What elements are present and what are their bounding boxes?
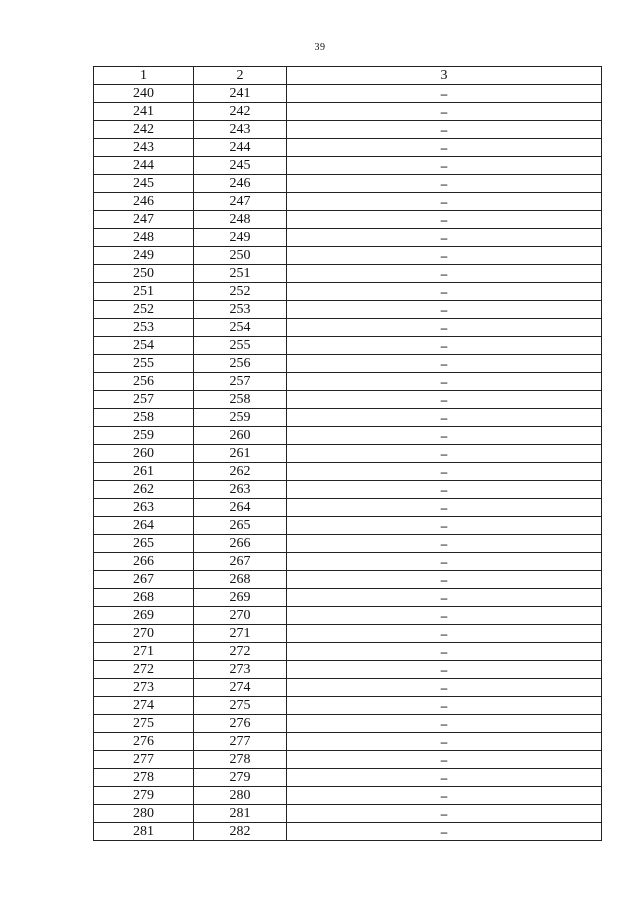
table-cell-col-3: – (287, 139, 602, 157)
column-header-3: 3 (287, 67, 602, 85)
table-header-row (94, 67, 602, 85)
table-row (94, 229, 602, 247)
table-cell-col-1: 255 (94, 355, 194, 373)
table-cell-col-2: 280 (194, 787, 287, 805)
table-row (94, 553, 602, 571)
table-cell-col-1: 262 (94, 481, 194, 499)
table-cell-col-1: 278 (94, 769, 194, 787)
table-cell-col-3: – (287, 535, 602, 553)
column-header-1: 1 (94, 67, 194, 85)
table-cell-col-3: – (287, 445, 602, 463)
table-cell-col-2: 279 (194, 769, 287, 787)
table-cell-col-2: 275 (194, 697, 287, 715)
table-row (94, 373, 602, 391)
table-cell-col-3: – (287, 697, 602, 715)
table-cell-col-3: – (287, 265, 602, 283)
table-row (94, 337, 602, 355)
table-cell-col-2: 274 (194, 679, 287, 697)
table-body (94, 85, 602, 841)
table-cell-col-3: – (287, 229, 602, 247)
table-cell-col-3: – (287, 643, 602, 661)
table-cell-col-1: 256 (94, 373, 194, 391)
table-row (94, 247, 602, 265)
table-cell-col-1: 271 (94, 643, 194, 661)
table-cell-col-3: – (287, 733, 602, 751)
table-cell-col-1: 253 (94, 319, 194, 337)
table-cell-col-1: 266 (94, 553, 194, 571)
data-table (93, 66, 602, 841)
table-row (94, 751, 602, 769)
table-cell-col-1: 274 (94, 697, 194, 715)
table-cell-col-2: 267 (194, 553, 287, 571)
table-cell-col-2: 259 (194, 409, 287, 427)
table-cell-col-2: 257 (194, 373, 287, 391)
table-cell-col-1: 265 (94, 535, 194, 553)
table-cell-col-1: 252 (94, 301, 194, 319)
table-row (94, 589, 602, 607)
table-row (94, 301, 602, 319)
table-cell-col-2: 270 (194, 607, 287, 625)
table-row (94, 535, 602, 553)
table-cell-col-2: 242 (194, 103, 287, 121)
table-cell-col-3: – (287, 499, 602, 517)
table-cell-col-1: 254 (94, 337, 194, 355)
table-cell-col-2: 271 (194, 625, 287, 643)
table-row (94, 715, 602, 733)
table-cell-col-1: 273 (94, 679, 194, 697)
table-row (94, 427, 602, 445)
table-cell-col-1: 241 (94, 103, 194, 121)
table-cell-col-2: 246 (194, 175, 287, 193)
table-cell-col-3: – (287, 769, 602, 787)
table-cell-col-1: 264 (94, 517, 194, 535)
table-row (94, 265, 602, 283)
table-row (94, 481, 602, 499)
table-cell-col-3: – (287, 751, 602, 769)
table-cell-col-3: – (287, 679, 602, 697)
table-cell-col-2: 277 (194, 733, 287, 751)
table-cell-col-3: – (287, 553, 602, 571)
table-cell-col-2: 253 (194, 301, 287, 319)
table-cell-col-2: 251 (194, 265, 287, 283)
table-cell-col-1: 245 (94, 175, 194, 193)
table-row (94, 679, 602, 697)
table-row (94, 607, 602, 625)
table-cell-col-3: – (287, 301, 602, 319)
table-cell-col-1: 281 (94, 823, 194, 841)
table-cell-col-2: 249 (194, 229, 287, 247)
column-header-2: 2 (194, 67, 287, 85)
table-cell-col-1: 279 (94, 787, 194, 805)
table-row (94, 643, 602, 661)
table-cell-col-3: – (287, 247, 602, 265)
table-row (94, 661, 602, 679)
table-cell-col-3: – (287, 589, 602, 607)
table-row (94, 697, 602, 715)
table-cell-col-2: 272 (194, 643, 287, 661)
table-cell-col-2: 250 (194, 247, 287, 265)
table-cell-col-3: – (287, 823, 602, 841)
table-cell-col-2: 261 (194, 445, 287, 463)
table-cell-col-2: 263 (194, 481, 287, 499)
table-cell-col-1: 275 (94, 715, 194, 733)
table-cell-col-3: – (287, 103, 602, 121)
table-cell-col-1: 268 (94, 589, 194, 607)
table-cell-col-3: – (287, 607, 602, 625)
table-cell-col-2: 260 (194, 427, 287, 445)
table-row (94, 193, 602, 211)
table-row (94, 391, 602, 409)
table-cell-col-2: 243 (194, 121, 287, 139)
table-cell-col-2: 266 (194, 535, 287, 553)
table-cell-col-3: – (287, 211, 602, 229)
table-cell-col-3: – (287, 715, 602, 733)
table-cell-col-1: 272 (94, 661, 194, 679)
table-cell-col-1: 249 (94, 247, 194, 265)
table-row (94, 319, 602, 337)
table-cell-col-1: 277 (94, 751, 194, 769)
table-row (94, 445, 602, 463)
table-cell-col-1: 244 (94, 157, 194, 175)
table-cell-col-2: 265 (194, 517, 287, 535)
table-cell-col-2: 269 (194, 589, 287, 607)
table-cell-col-3: – (287, 463, 602, 481)
table-cell-col-3: – (287, 517, 602, 535)
table-row (94, 355, 602, 373)
table-cell-col-1: 280 (94, 805, 194, 823)
table-cell-col-2: 282 (194, 823, 287, 841)
table-cell-col-3: – (287, 571, 602, 589)
table-cell-col-1: 258 (94, 409, 194, 427)
table-cell-col-1: 260 (94, 445, 194, 463)
table-cell-col-1: 267 (94, 571, 194, 589)
table-row (94, 769, 602, 787)
table-cell-col-1: 261 (94, 463, 194, 481)
table-cell-col-1: 259 (94, 427, 194, 445)
table-cell-col-1: 243 (94, 139, 194, 157)
table-row (94, 733, 602, 751)
table-cell-col-3: – (287, 787, 602, 805)
table-cell-col-1: 276 (94, 733, 194, 751)
table-row (94, 211, 602, 229)
table-cell-col-3: – (287, 427, 602, 445)
table-cell-col-3: – (287, 193, 602, 211)
table-row (94, 103, 602, 121)
table-cell-col-1: 248 (94, 229, 194, 247)
table-cell-col-3: – (287, 481, 602, 499)
table-cell-col-2: 262 (194, 463, 287, 481)
table-cell-col-1: 251 (94, 283, 194, 301)
table-cell-col-3: – (287, 175, 602, 193)
table-cell-col-2: 245 (194, 157, 287, 175)
table-cell-col-3: – (287, 625, 602, 643)
table-cell-col-2: 268 (194, 571, 287, 589)
table-row (94, 571, 602, 589)
table-cell-col-1: 257 (94, 391, 194, 409)
table-cell-col-2: 264 (194, 499, 287, 517)
table-cell-col-2: 256 (194, 355, 287, 373)
table-cell-col-3: – (287, 355, 602, 373)
table-cell-col-1: 247 (94, 211, 194, 229)
table-cell-col-2: 247 (194, 193, 287, 211)
table-cell-col-1: 270 (94, 625, 194, 643)
table-cell-col-2: 281 (194, 805, 287, 823)
table-cell-col-3: – (287, 661, 602, 679)
table-cell-col-2: 276 (194, 715, 287, 733)
table-cell-col-3: – (287, 391, 602, 409)
table-cell-col-3: – (287, 373, 602, 391)
table-cell-col-2: 252 (194, 283, 287, 301)
table-cell-col-2: 254 (194, 319, 287, 337)
table-cell-col-1: 246 (94, 193, 194, 211)
table-row (94, 787, 602, 805)
table-row (94, 823, 602, 841)
table-cell-col-1: 242 (94, 121, 194, 139)
table-cell-col-1: 263 (94, 499, 194, 517)
page-number: 39 (314, 42, 326, 53)
table-cell-col-3: – (287, 157, 602, 175)
table-row (94, 157, 602, 175)
table-row (94, 85, 602, 103)
table-row (94, 175, 602, 193)
table-cell-col-1: 240 (94, 85, 194, 103)
table-row (94, 625, 602, 643)
table-cell-col-1: 250 (94, 265, 194, 283)
table-cell-col-3: – (287, 337, 602, 355)
table-row (94, 283, 602, 301)
table-cell-col-1: 269 (94, 607, 194, 625)
table-row (94, 517, 602, 535)
table-row (94, 463, 602, 481)
table-cell-col-3: – (287, 805, 602, 823)
table-row (94, 499, 602, 517)
table-row (94, 409, 602, 427)
table-row (94, 805, 602, 823)
table-cell-col-2: 241 (194, 85, 287, 103)
table-cell-col-2: 258 (194, 391, 287, 409)
table-cell-col-3: – (287, 121, 602, 139)
table-cell-col-3: – (287, 85, 602, 103)
table-cell-col-3: – (287, 409, 602, 427)
table-cell-col-3: – (287, 319, 602, 337)
table-cell-col-3: – (287, 283, 602, 301)
table-cell-col-2: 255 (194, 337, 287, 355)
table-row (94, 139, 602, 157)
table-cell-col-2: 273 (194, 661, 287, 679)
table-cell-col-2: 248 (194, 211, 287, 229)
table-cell-col-2: 244 (194, 139, 287, 157)
table-cell-col-2: 278 (194, 751, 287, 769)
table-row (94, 121, 602, 139)
